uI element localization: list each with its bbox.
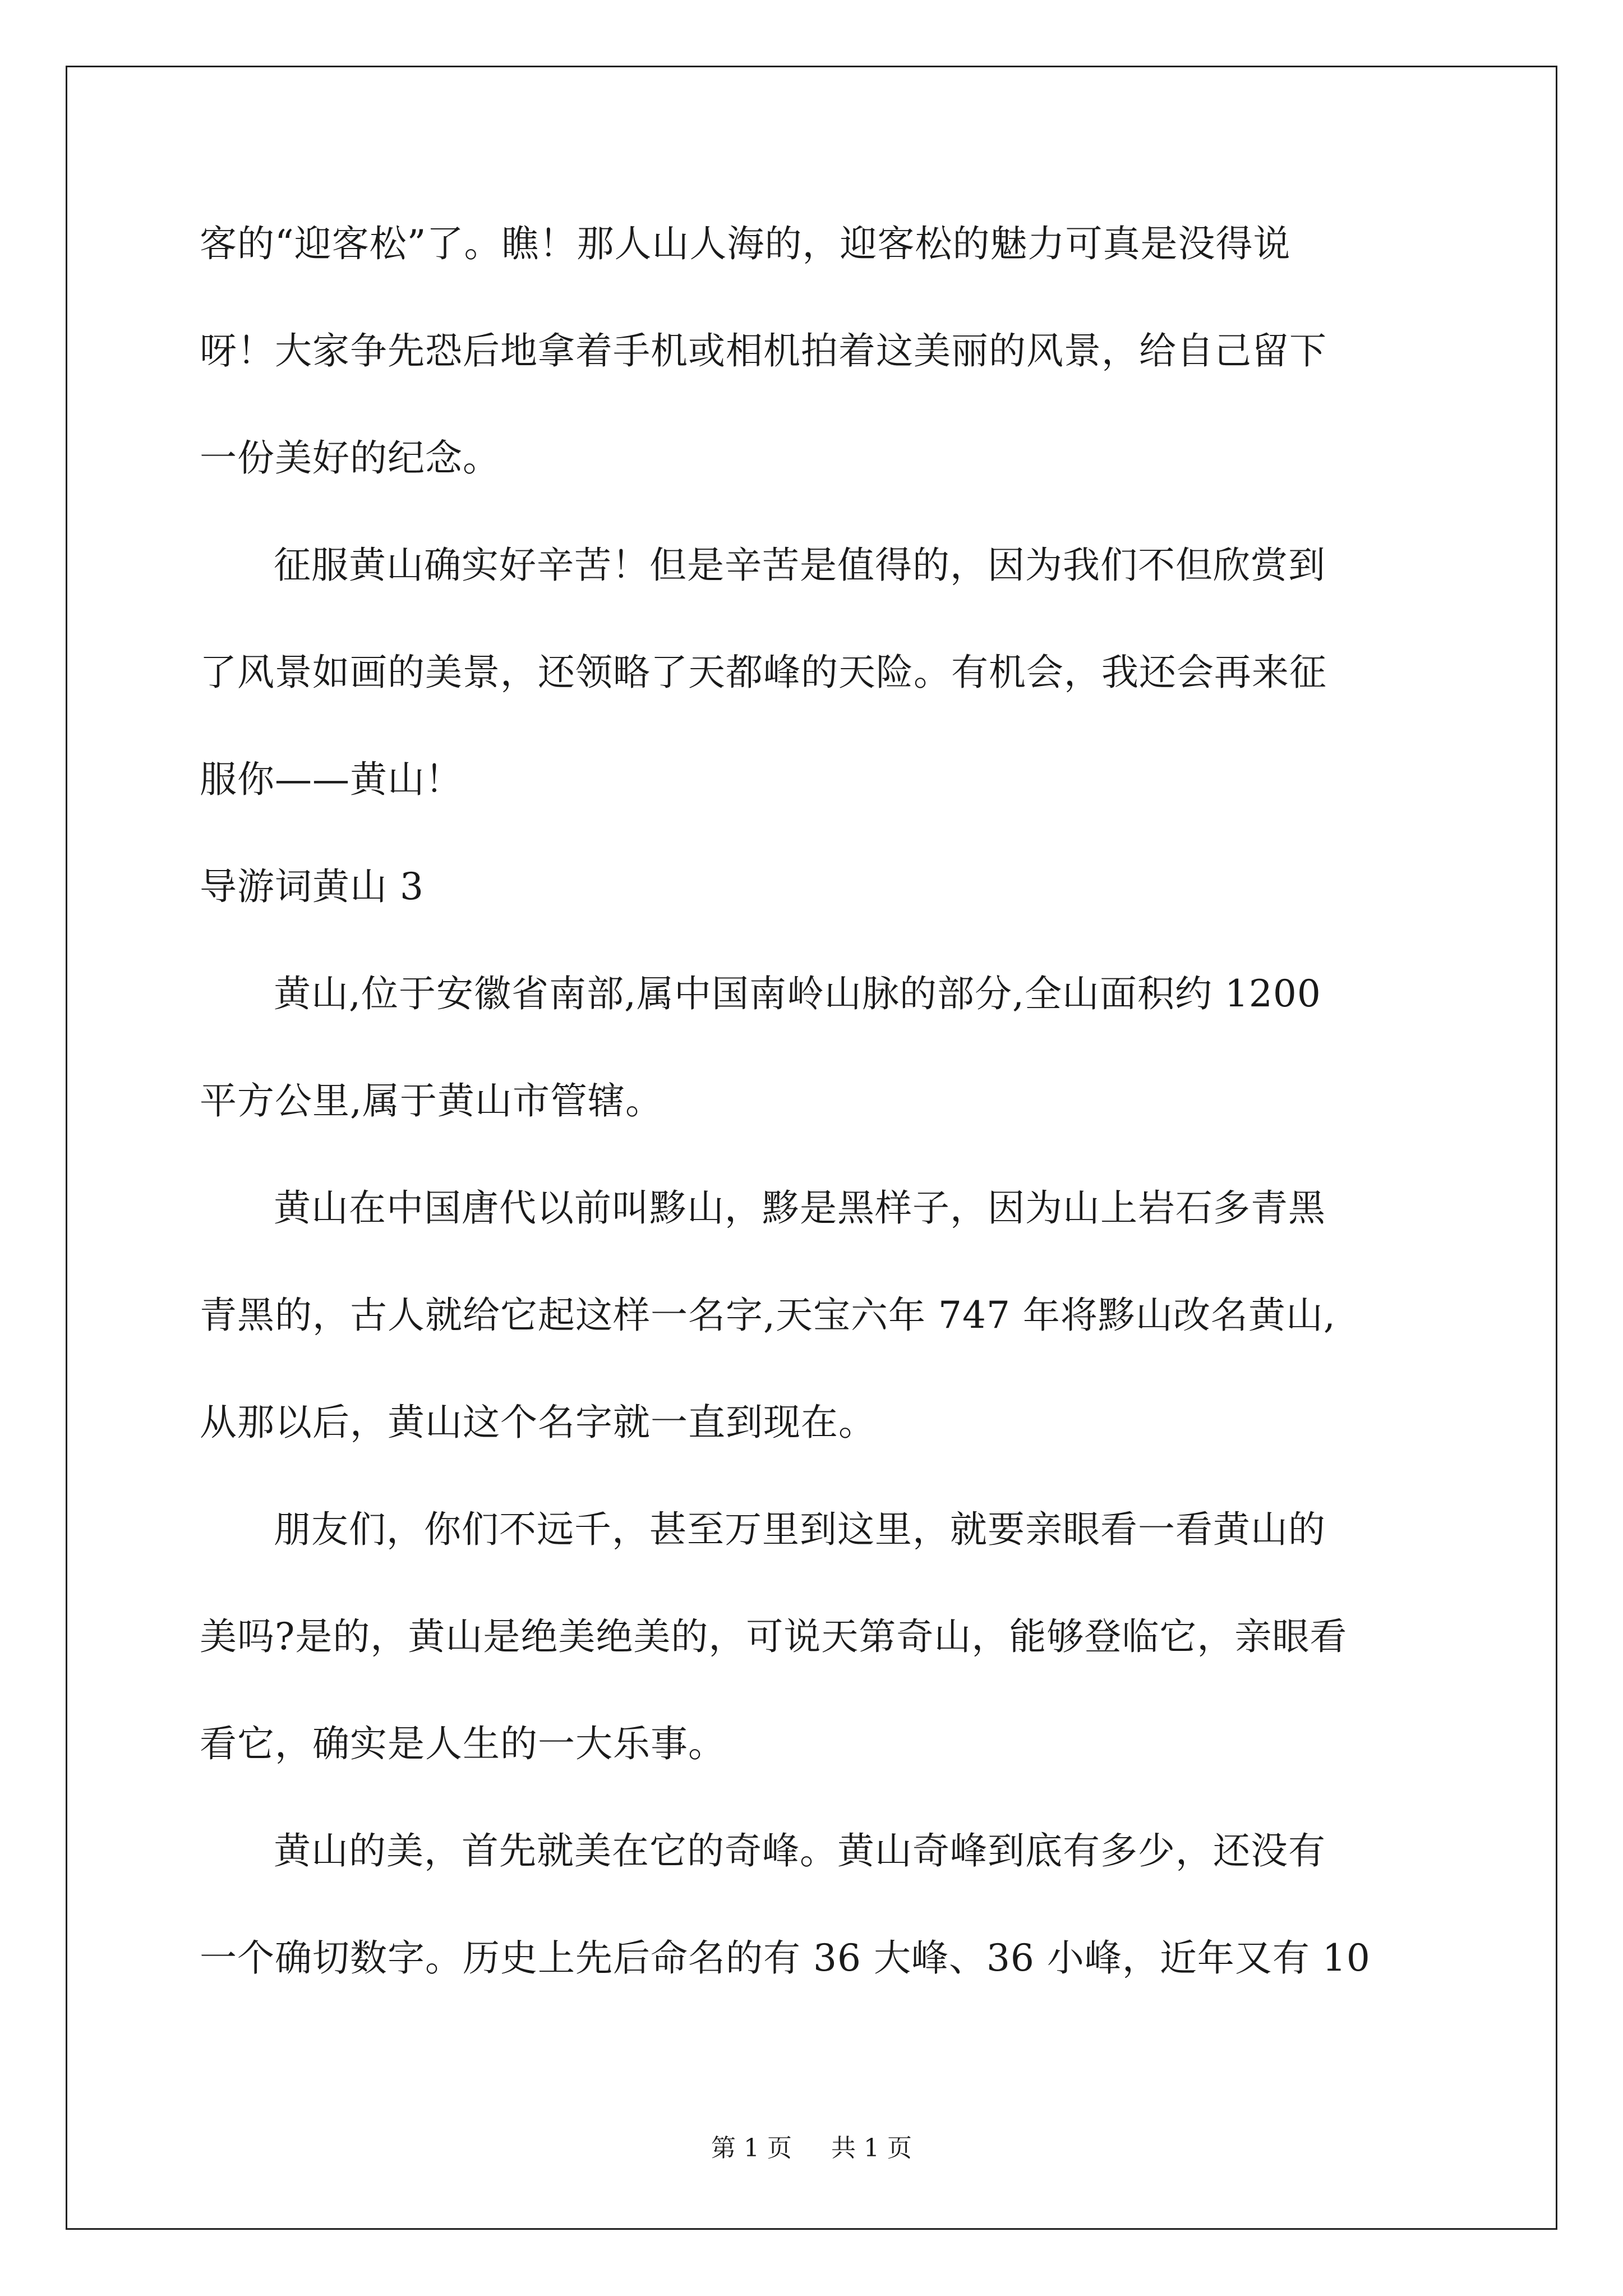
page-footer <box>0 2132 1623 2165</box>
text-line: 看它，确实是人生的一大乐事。 <box>200 1722 726 1765</box>
page-number-current: 第 1 页 <box>711 2134 792 2162</box>
text-line: 青黑的，古人就给它起这样一名字,天宝六年 747 年将黟山改名黄山, <box>200 1294 1336 1337</box>
text-line: 一份美好的纪念。 <box>200 436 500 480</box>
text-line: 征服黄山确实好辛苦！但是辛苦是值得的，因为我们不但欣赏到 <box>274 544 1326 587</box>
text-line: 黄山,位于安徽省南部,属中国南岭山脉的部分,全山面积约 1200 <box>274 972 1321 1015</box>
section-heading: 导游词黄山 3 <box>200 865 424 908</box>
text-line: 从那以后，黄山这个名字就一直到现在。 <box>200 1401 876 1444</box>
page-frame <box>66 66 1557 2230</box>
text-line: 黄山的美，首先就美在它的奇峰。黄山奇峰到底有多少，还没有 <box>274 1829 1326 1872</box>
text-line: 美吗?是的，黄山是绝美绝美的，可说天第奇山，能够登临它，亲眼看 <box>200 1615 1348 1658</box>
text-line: 黄山在中国唐代以前叫黟山，黟是黑样子，因为山上岩石多青黑 <box>274 1186 1326 1230</box>
page-number-total: 共 1 页 <box>831 2134 912 2162</box>
text-line: 呀！大家争先恐后地拿着手机或相机拍着这美丽的风景，给自己留下 <box>200 329 1327 372</box>
text-line: 一个确切数字。历史上先后命名的有 36 大峰、36 小峰，近年又有 10 <box>200 1936 1371 1980</box>
text-line: 朋友们，你们不远千，甚至万里到这里，就要亲眼看一看黄山的 <box>274 1508 1326 1551</box>
text-line: 平方公里,属于黄山市管辖。 <box>200 1079 663 1122</box>
text-line: 了风景如画的美景，还领略了天都峰的天险。有机会，我还会再来征 <box>200 651 1327 694</box>
text-line: 服你——黄山！ <box>200 758 463 801</box>
text-line: 客的“迎客松”了。瞧！那人山人海的，迎客松的魅力可真是没得说 <box>200 222 1291 265</box>
